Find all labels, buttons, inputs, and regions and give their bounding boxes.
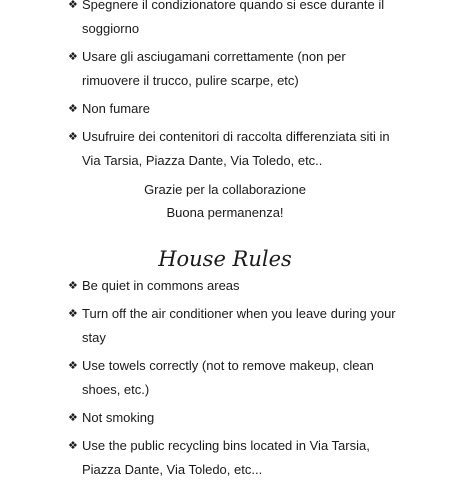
diamond-bullet-icon: ❖	[68, 307, 78, 320]
rule-text: Use towels correctly (not to remove makeup, clean shoes, etc.)	[82, 358, 374, 397]
diamond-bullet-icon: ❖	[68, 50, 78, 63]
rule-text: Usufruire dei contenitori di raccolta differenziata siti in Via Tarsia, Piazza Dante, Via Toledo, etc..	[82, 129, 390, 168]
rule-text: Usare gli asciugamani correttamente (non per rimuovere il trucco, pulire scarpe, etc)	[82, 49, 346, 88]
diamond-bullet-icon: ❖	[68, 0, 78, 11]
list-item	[68, 125, 403, 173]
rule-text: Not smoking	[82, 410, 155, 425]
closing-message	[0, 178, 450, 224]
italian-rules-list	[68, 0, 403, 177]
house-rules-title: House Rules	[158, 247, 292, 271]
diamond-bullet-icon: ❖	[68, 439, 78, 452]
rule-text: Spegnere il condizionatore quando si esce durante il soggiorno	[82, 0, 385, 36]
thanks-text: Grazie per la collaborazione	[144, 182, 306, 197]
enjoy-stay-text: Buona permanenza!	[166, 205, 284, 220]
list-item	[68, 0, 403, 41]
diamond-bullet-icon: ❖	[68, 102, 78, 115]
diamond-bullet-icon: ❖	[68, 279, 78, 292]
list-item	[68, 406, 403, 430]
diamond-bullet-icon: ❖	[68, 359, 78, 372]
list-item	[68, 354, 403, 402]
list-item	[68, 302, 403, 350]
diamond-bullet-icon: ❖	[68, 411, 78, 424]
list-item	[68, 45, 403, 93]
list-item	[68, 97, 403, 121]
rule-text: Non fumare	[82, 101, 150, 116]
rule-text: Use the public recycling bins located in Via Tarsia, Piazza Dante, Via Toledo, etc...	[82, 438, 370, 477]
rule-text: Be quiet in commons areas	[82, 278, 240, 293]
list-item	[68, 274, 403, 298]
list-item	[68, 434, 403, 482]
rule-text: Turn off the air conditioner when you leave during your stay	[82, 306, 396, 345]
diamond-bullet-icon: ❖	[68, 130, 78, 143]
house-rules-list	[68, 274, 403, 486]
